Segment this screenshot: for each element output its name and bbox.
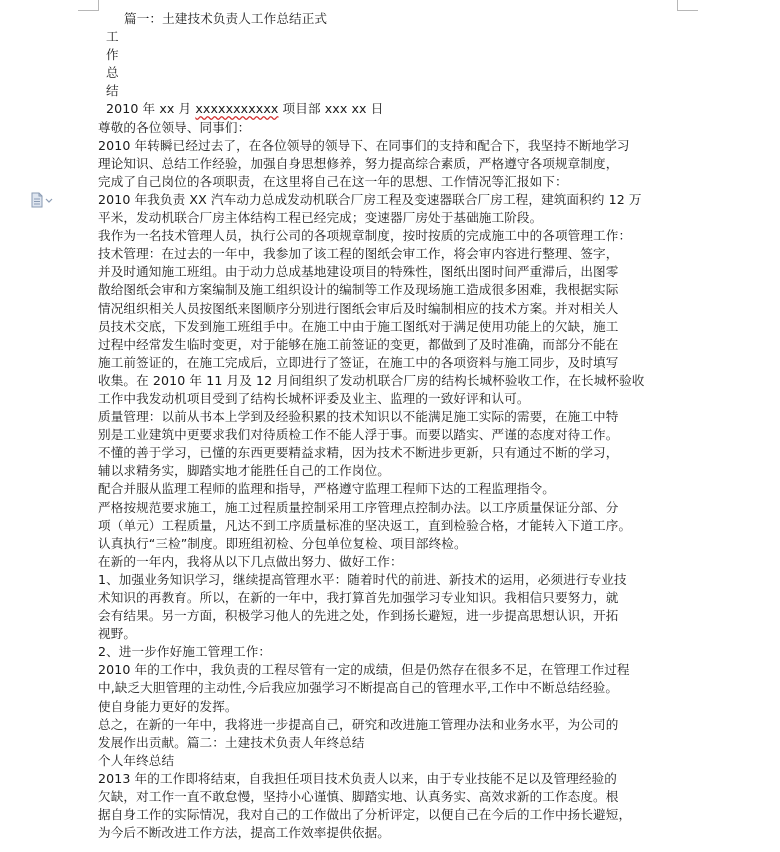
text-line: 2、进一步作好施工管理工作： (98, 644, 272, 660)
text-line: 使自身能力更好的发挥。 (98, 698, 238, 714)
text-line: 在新的一年内，我将从以下几点做出努力、做好工作： (98, 553, 403, 569)
text-line: 质量管理：以前从书本上学到及经验积累的技术知识以不能满足施工实际的需要，在施工中特 (98, 409, 619, 425)
text-line: 配合并服从监理工程师的监理和指导，严格遵守监理工程师下达的工程监理指令。 (98, 481, 555, 497)
text-line: 中,缺乏大胆管理的主动性,今后我应加强学习不断提高自己的管理水平,工作中不断总结经验。 (98, 680, 619, 696)
document-body (98, 10, 678, 842)
text-line: 2010 年转瞬已经过去了，在各位领导的领导下、在同事们的支持和配合下，我坚持不断地学习 (98, 137, 630, 153)
text-line: 员技术交底，下发到施工班组手中。在施工中由于施工图纸对于满足使用功能上的欠缺，施工 (98, 318, 619, 334)
text-line: 为今后不断改进工作方法，提高工作效率提供依据。 (98, 825, 390, 841)
text-line: 总之，在新的一年中，我将进一步提高自己，研究和改进施工管理办法和业务水平，为公司的 (98, 716, 619, 732)
margin-mark-top-left (78, 0, 99, 11)
text-line: 欠缺，对工作一直不敢怠慢，坚持小心谨慎、脚踏实地、认真务实、高效求新的工作态度。根 (98, 789, 619, 805)
text-line: 作 (106, 47, 119, 63)
text-line: 并及时通知施工班组。由于动力总成基地建设项目的特殊性，图纸出图时间严重滞后，出图零 (98, 264, 619, 280)
text-line: 个人年终总结 (98, 752, 175, 768)
text-line: 认真执行“三检”制度。即班组初检、分包单位复检、项目部终检。 (98, 535, 467, 551)
text-line: 项（单元）工程质量，凡达不到工序质量标准的坚决返工，直到检验合格，才能转入下道工序。 (98, 517, 632, 533)
text-line: 施工前签证的，在施工完成后，立即进行了签证，在施工中的各项资料与施工同步，及时填写 (98, 354, 619, 370)
text-line: 2010 年的工作中，我负责的工程尽管有一定的成绩，但是仍然存在很多不足，在管理工作过程 (98, 662, 630, 678)
text-line: 不懂的善于学习，已懂的东西更要精益求精，因为技术不断进步更新，只有通过不断的学习， (98, 445, 619, 461)
text-line: 收集。在 2010 年 11 月及 12 月间组织了发动机联合厂房的结构长城杯验收工作，在长城杯验收 (98, 372, 645, 388)
text-line: 结 (106, 83, 119, 99)
text-line: 过程中经常发生临时变更，对于能够在施工前签证的变更，都做到了及时准确，而部分不能在 (98, 336, 619, 352)
document-icon[interactable] (30, 192, 54, 208)
text-line: 技术管理：在过去的一年中，我参加了该工程的图纸会审工作，将会审内容进行整理、签字， (98, 246, 619, 262)
text-line: 情况组织相关人员按图纸来图顺序分别进行图纸会审后及时编制相应的技术方案。并对相关人 (98, 300, 619, 316)
margin-mark-top-right (677, 0, 698, 11)
text-line: 严格按规范要求施工，施工过程质量控制采用工序管理点控制办法。以工序质量保证分部、分 (98, 499, 619, 515)
text-line: 视野。 (98, 626, 137, 642)
spellcheck-underline: xxxxxxxxxxx (195, 101, 279, 117)
text-line: 2010 年我负责 XX 汽车动力总成发动机联合厂房工程及变速器联合厂房工程，建筑面积约 12 万 (98, 191, 642, 207)
text-line: 尊敬的各位领导、同事们： (98, 119, 251, 135)
text-line: 2010 年 xx 月 xxxxxxxxxxx 项目部 xxx xx 日 (106, 101, 384, 117)
text-line: 别是工业建筑中更要求我们对待质检工作不能人浮于事。而要以踏实、严谨的态度对待工作。 (98, 427, 619, 443)
text-line: 术知识的再教育。所以，在新的一年中，我打算首先加强学习专业知识。我相信只要努力，就 (98, 590, 619, 605)
text-line: 2013 年的工作即将结束，自我担任项目技术负责人以来，由于专业技能不足以及管理经验的 (98, 770, 617, 786)
text-line: 总 (106, 65, 119, 81)
document-title: 篇一：土建技术负责人工作总结正式 (124, 11, 328, 26)
text-line: 据自身工作的实际情况，我对自己的工作做出了分析评定，以便自己在今后的工作中扬长避短， (98, 807, 632, 823)
text-line: 工 (106, 29, 119, 45)
text-line: 工作中我发动机项目受到了结构长城杯评委及业主、监理的一致好评和认可。 (98, 390, 530, 406)
text-line: 理论知识、总结工作经验，加强自身思想修养，努力提高综合素质，严格遵守各项规章制度， (98, 155, 619, 171)
text-line: 发展作出贡献。篇二：土建技术负责人年终总结 (98, 734, 365, 750)
text-line: 辅以求精务实，脚踏实地才能胜任自己的工作岗位。 (98, 463, 390, 479)
text-line: 散给图纸会审和方案编制及施工组织设计的编制等工作及现场施工造成很多困难，我根据实际 (98, 282, 619, 298)
text-line: 会有结果。另一方面，积极学习他人的先进之处，作到扬长避短，进一步提高思想认识，开拓 (98, 608, 619, 624)
text-line: 完成了自己岗位的各项职责，在这里将自己在这一年的思想、工作情况等汇报如下： (98, 173, 568, 189)
text-line: 平米，发动机联合厂房主体结构工程已经完成；变速器厂房处于基础施工阶段。 (98, 210, 543, 226)
text-line: 我作为一名技术管理人员，执行公司的各项规章制度，按时按质的完成施工中的各项管理工作： (98, 228, 632, 244)
text-line: 1、加强业务知识学习，继续提高管理水平：随着时代的前进、新技术的运用，必须进行专业技 (98, 571, 627, 587)
